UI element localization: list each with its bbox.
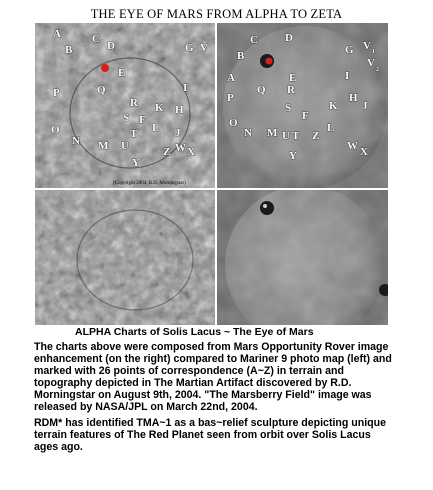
red-marker-icon [101,64,109,72]
photo-label: V [367,57,375,69]
mariner-map-annotated [35,23,215,188]
map-label: S [123,112,130,124]
map-label: M [98,140,109,152]
rover-image-annotated [217,23,388,188]
photo-label: R [287,84,295,96]
photo-label: 1 [372,49,375,55]
photo-label: 2 [376,67,379,73]
photo-label: O [229,117,238,129]
photo-label: X [360,146,368,158]
map-label: R [130,97,138,109]
caption-paragraph: The charts above were composed from Mars Opportunity Rover image enhancement (on the right) compared to Mariner 9 photo map (left) and marked with 26 points of correspondence (A~Z) in terrain and topography depicted in The Martian Artifact discovered by R.D. Morningstar on August 9th, 2004. "The Marsberry Field" image was released by NASA/JPL on March 22nd, 2004. [34,341,392,413]
map-label: Q [97,84,106,96]
photo-label: F [302,110,309,122]
map-label: H [175,104,184,116]
caption-body [34,341,394,453]
map-label: W [175,142,186,154]
map-label: L [152,122,160,134]
map-label: O [51,124,60,136]
photo-label: U [282,130,290,142]
map-label: I [183,82,188,94]
map-label: T [130,128,138,140]
map-label: F [139,114,146,126]
photo-label: Q [257,84,266,96]
map-label: X [187,146,195,158]
map-label: C [92,33,100,45]
photo-label: P [227,92,234,104]
map-label: N [72,135,80,147]
photo-label: M [267,127,278,139]
photo-label: C [250,34,258,46]
photo-label: G [345,44,354,56]
photo-label: Y [289,150,297,162]
photo-label: Z [312,130,320,142]
map-label: P [53,87,60,99]
caption-paragraph: RDM* has identified TMA~1 as a bas~relief sculpture depicting unique terrain features of The Red Planet seen from orbit over Solis Lacus ages ago. [34,417,387,453]
photo-label: J [362,100,368,112]
map-label: K [155,102,164,114]
photo-label: T [292,130,300,142]
photo-label: D [285,32,293,44]
photo-label: V [363,40,371,52]
photo-label: I [345,70,350,82]
page-title: THE EYE OF MARS FROM ALPHA TO ZETA [90,7,343,21]
photo-label: A [227,72,235,84]
photo-label: H [349,92,358,104]
photo-label: W [347,140,358,152]
map-label: V [200,42,208,54]
map-label: E [118,67,126,79]
mariner-map-plain [35,190,215,325]
map-label: U [121,140,129,152]
copyright-note: (Copyright 2004, R.D. Morningstar) [113,181,186,186]
red-marker-icon [266,58,273,65]
map-label: Z [163,146,171,158]
map-label: J [175,127,181,139]
photo-label: S [285,102,292,114]
map-label: D [107,40,115,52]
photo-label: E [289,72,297,84]
map-label: Y [132,157,140,169]
caption-heading: ALPHA Charts of Solis Lacus ~ The Eye of Mars [75,326,314,338]
photo-label: L [327,122,335,134]
photo-label: B [237,50,245,62]
map-label: B [65,44,73,56]
rover-image-plain [217,190,388,325]
map-label: A [53,28,61,40]
map-label: G [185,42,194,54]
photo-label: N [244,127,252,139]
photo-label: K [329,100,338,112]
